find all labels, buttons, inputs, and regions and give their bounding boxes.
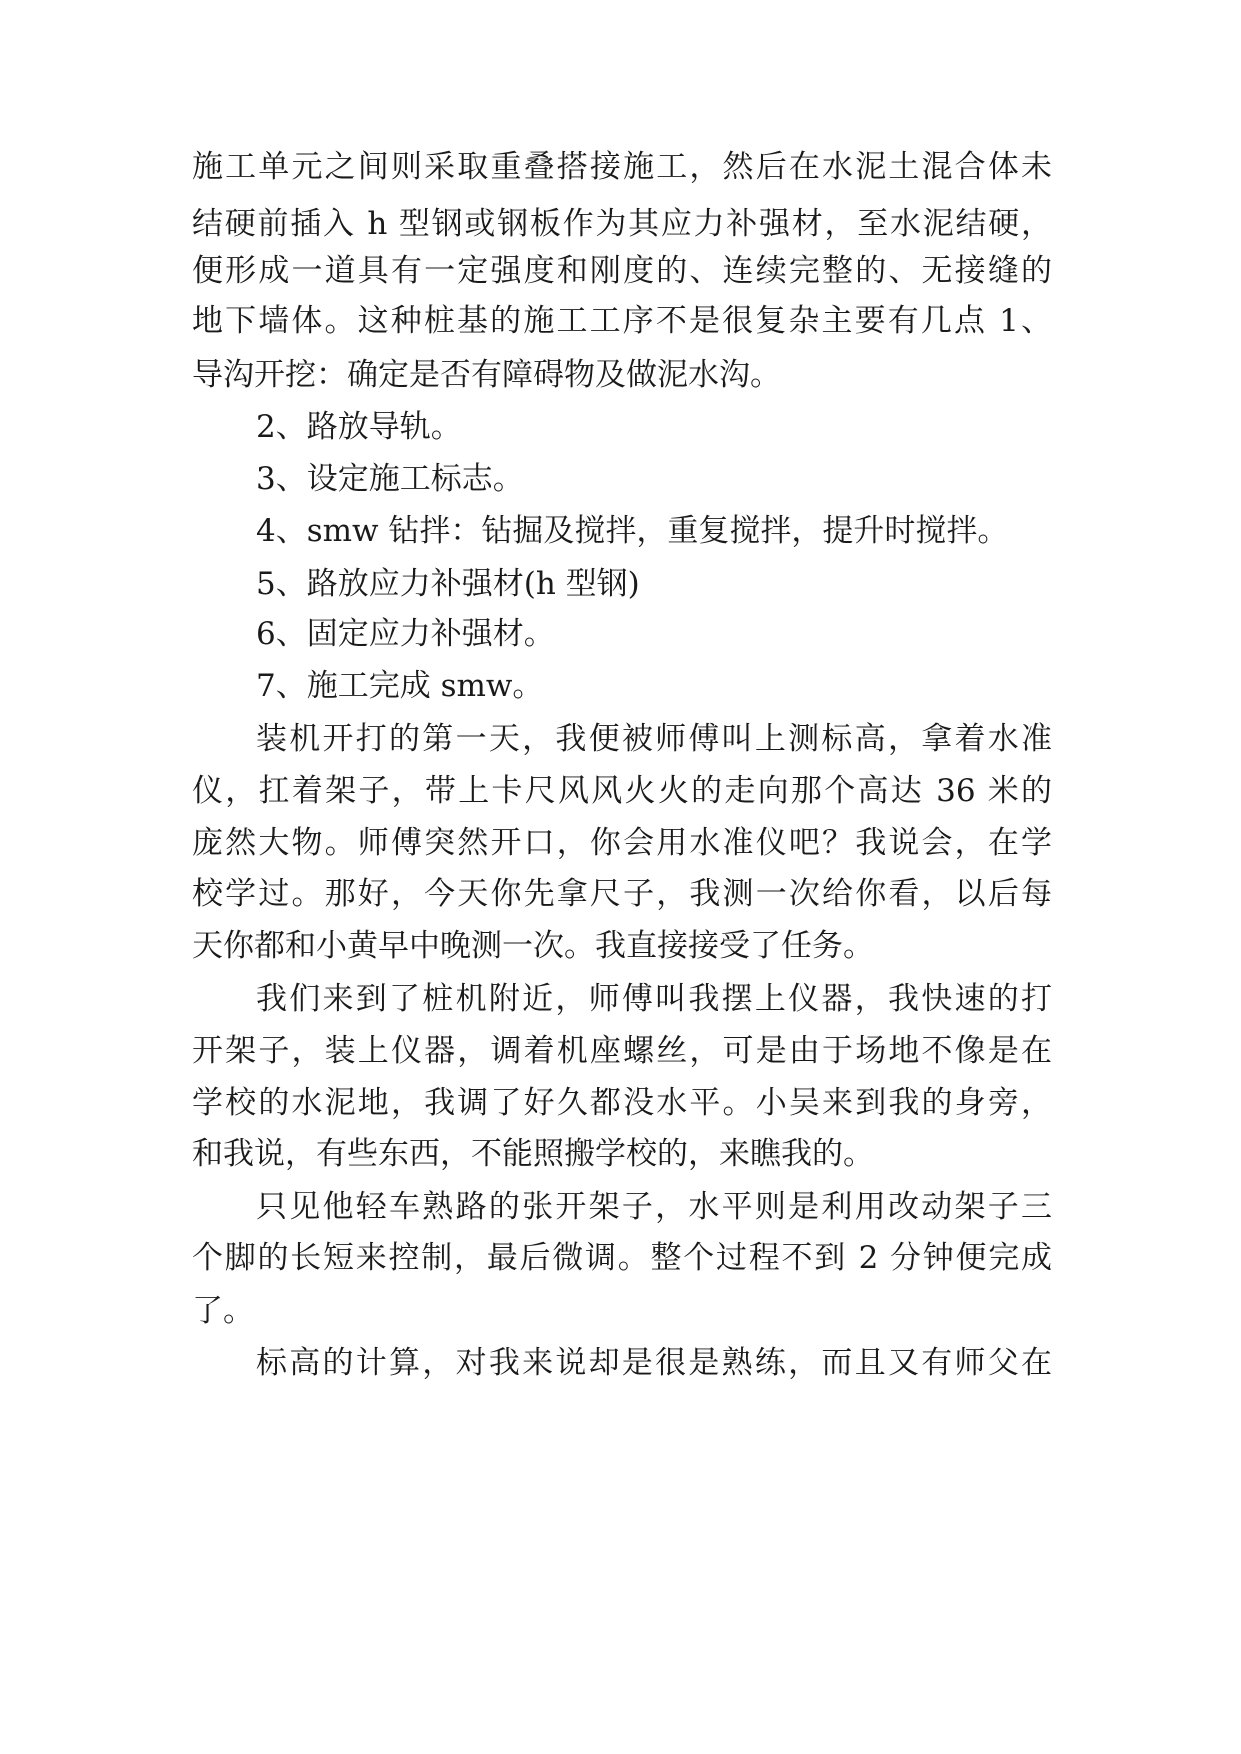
text-line: 地下墙体。这种桩基的施工工序不是很复杂主要有几点 1、 [192, 303, 1052, 339]
text-line: 便形成一道具有一定强度和刚度的、连续完整的、无接缝的 [192, 253, 1052, 289]
text-line: 个脚的长短来控制，最后微调。整个过程不到 2 分钟便完成 [192, 1240, 1052, 1276]
text-line: 6、固定应力补强材。 [256, 616, 555, 652]
text-line: 庞然大物。师傅突然开口，你会用水准仪吧？我说会，在学 [192, 825, 1052, 861]
text-line: 天你都和小黄早中晚测一次。我直接接受了任务。 [192, 928, 874, 964]
text-line: 导沟开挖：确定是否有障碍物及做泥水沟。 [192, 357, 781, 393]
text-line: 仪，扛着架子，带上卡尺风风火火的走向那个高达 36 米的 [192, 773, 1052, 809]
text-line: 校学过。那好，今天你先拿尺子，我测一次给你看，以后每 [192, 876, 1052, 912]
text-line: 和我说，有些东西，不能照搬学校的，来瞧我的。 [192, 1136, 874, 1172]
text-line: 2、路放导轨。 [256, 409, 462, 445]
text-line: 4、smw 钻拌：钻掘及搅拌，重复搅拌，提升时搅拌。 [256, 513, 1009, 549]
text-line: 7、施工完成 smw。 [256, 668, 544, 704]
text-line: 了。 [192, 1293, 254, 1329]
text-line: 3、设定施工标志。 [256, 461, 524, 497]
text-line: 只见他轻车熟路的张开架子，水平则是利用改动架子三 [256, 1189, 1052, 1225]
text-line: 开架子，装上仪器，调着机座螺丝，可是由于场地不像是在 [192, 1033, 1052, 1069]
text-line: 装机开打的第一天，我便被师傅叫上测标高，拿着水准 [256, 721, 1052, 757]
text-line: 标高的计算，对我来说却是很是熟练，而且又有师父在 [256, 1345, 1052, 1381]
text-line: 5、路放应力补强材(h 型钢) [256, 566, 640, 602]
text-line: 学校的水泥地，我调了好久都没水平。小吴来到我的身旁， [192, 1085, 1052, 1121]
text-line: 施工单元之间则采取重叠搭接施工，然后在水泥土混合体未 [192, 149, 1052, 185]
text-line: 我们来到了桩机附近，师傅叫我摆上仪器，我快速的打 [256, 981, 1052, 1017]
text-line: 结硬前插入 h 型钢或钢板作为其应力补强材，至水泥结硬， [192, 206, 1052, 242]
